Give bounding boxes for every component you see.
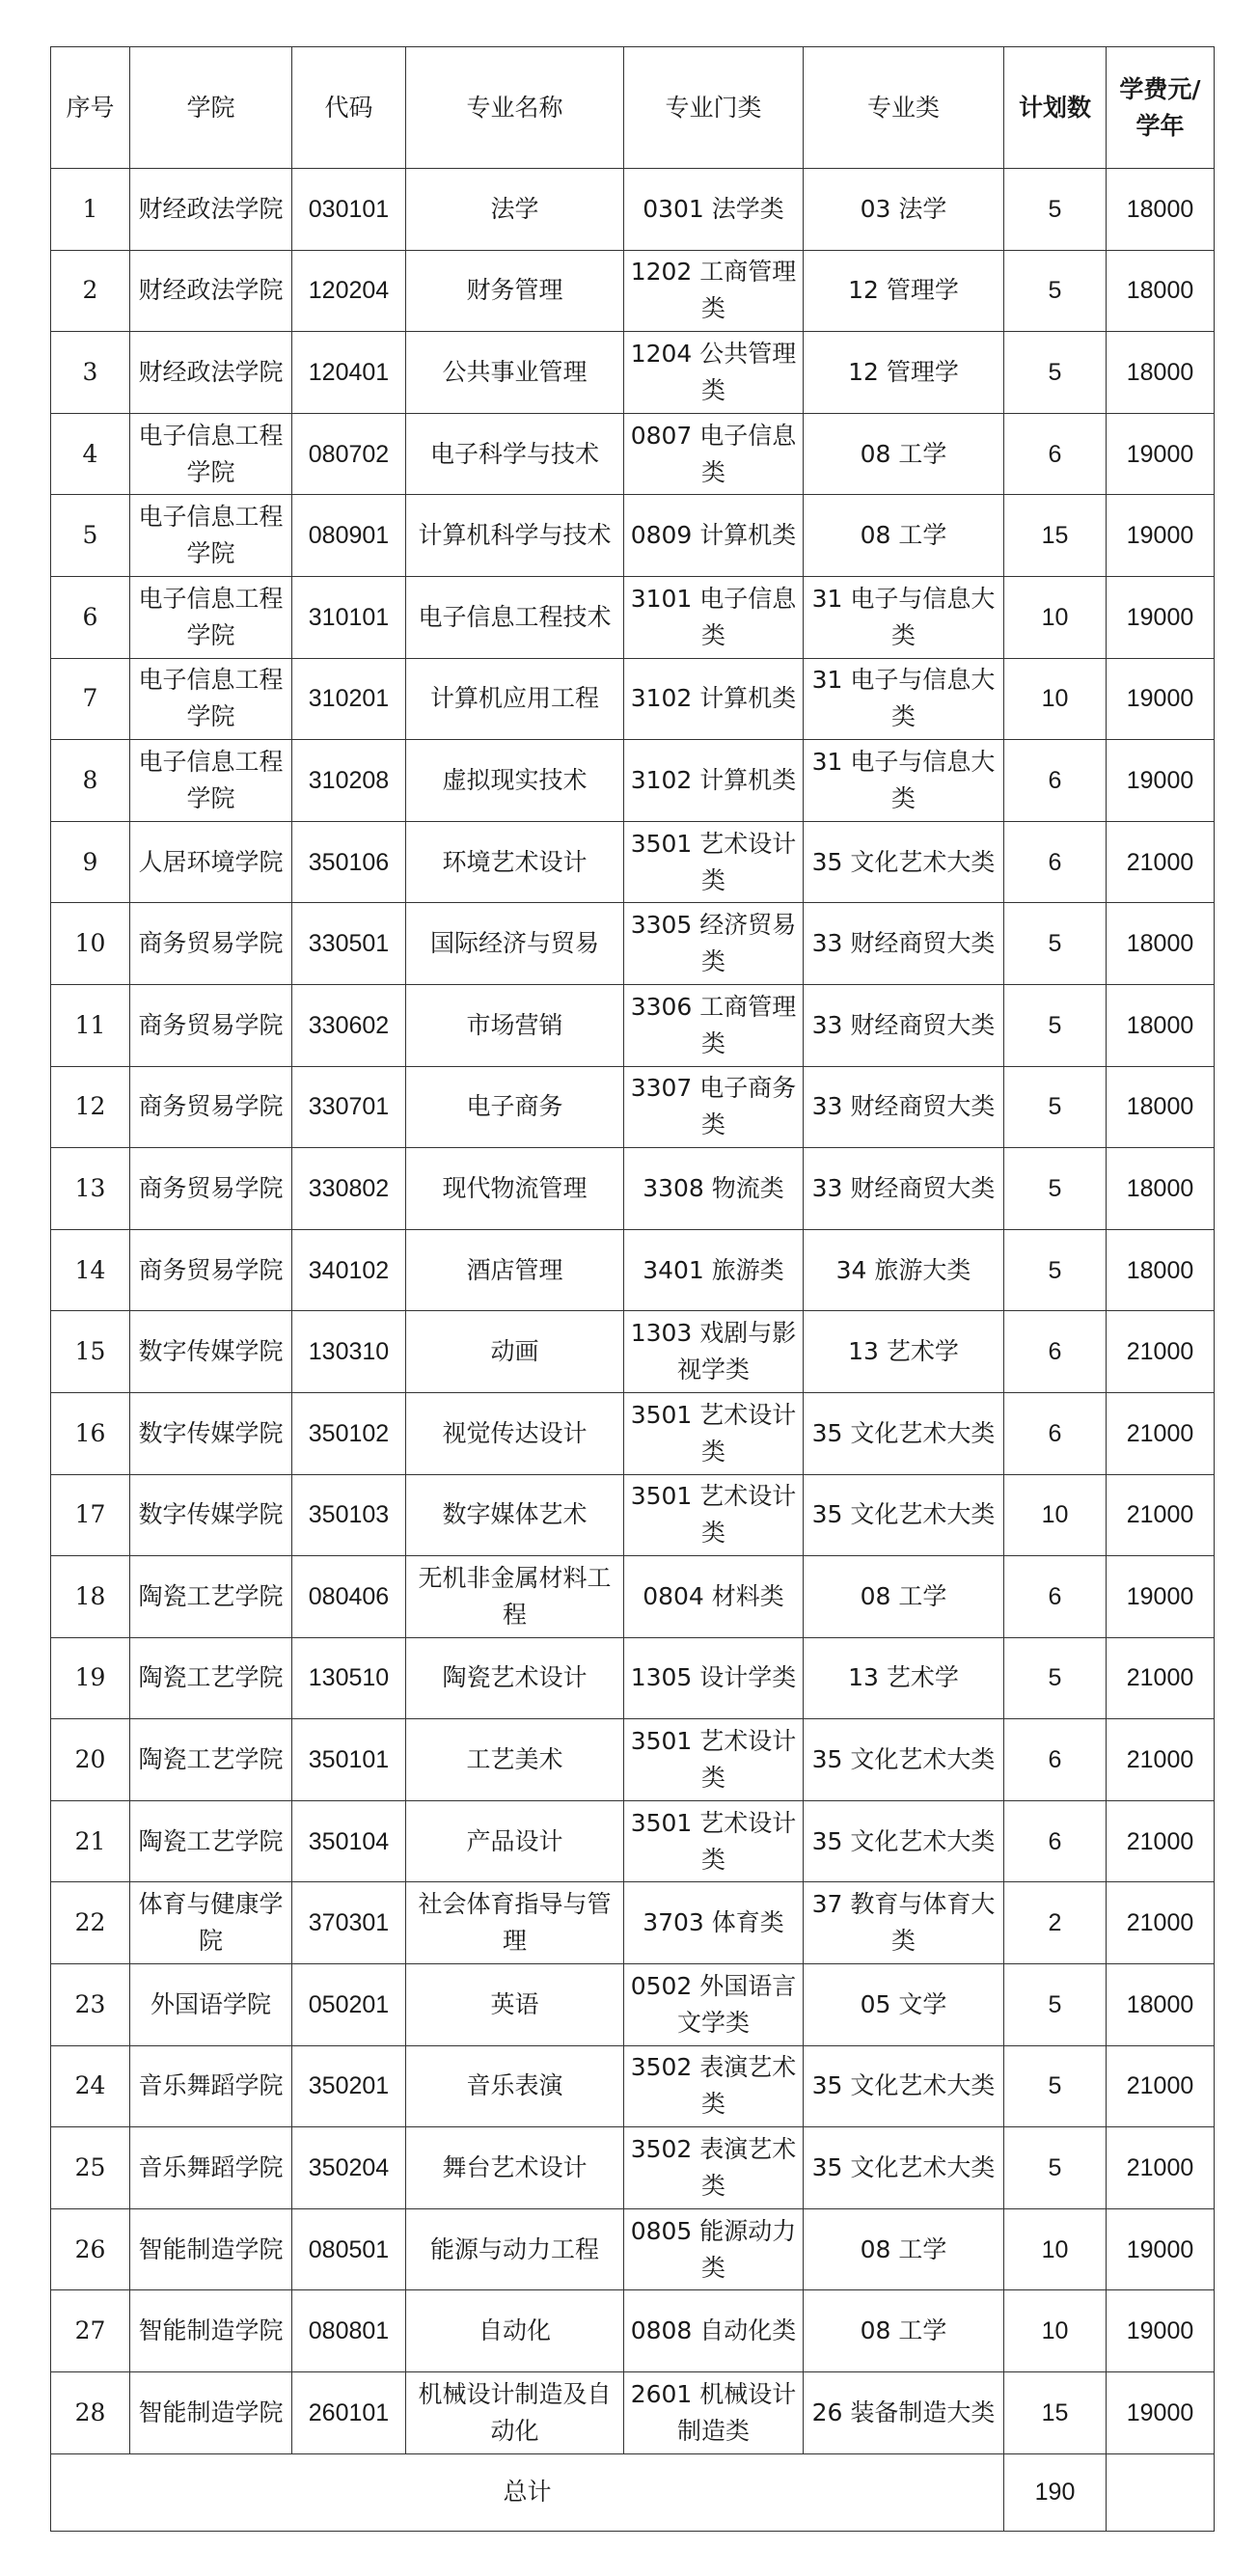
cell-plan: 10 (1004, 2290, 1107, 2372)
cell-college: 智能制造学院 (130, 2290, 292, 2372)
cell-fee: 19000 (1107, 2208, 1215, 2290)
cell-category: 3308 物流类 (624, 1148, 804, 1230)
header-category: 专业门类 (624, 47, 804, 169)
table-row (51, 1474, 1215, 1556)
cell-major: 酒店管理 (406, 1229, 624, 1311)
cell-category: 3502 表演艺术类 (624, 2127, 804, 2209)
cell-major: 虚拟现实技术 (406, 740, 624, 822)
cell-category: 3501 艺术设计类 (624, 1474, 804, 1556)
cell-college: 数字传媒学院 (130, 1392, 292, 1474)
cell-class: 08 工学 (804, 1556, 1004, 1638)
header-college: 学院 (130, 47, 292, 169)
cell-fee: 19000 (1107, 2290, 1215, 2372)
cell-category: 0804 材料类 (624, 1556, 804, 1638)
cell-category: 3501 艺术设计类 (624, 1719, 804, 1801)
cell-major: 自动化 (406, 2290, 624, 2372)
cell-major: 法学 (406, 169, 624, 251)
cell-code: 330501 (292, 903, 406, 985)
cell-fee: 18000 (1107, 250, 1215, 332)
cell-major: 舞台艺术设计 (406, 2127, 624, 2209)
cell-class: 31 电子与信息大类 (804, 576, 1004, 658)
cell-major: 工艺美术 (406, 1719, 624, 1801)
cell-fee: 19000 (1107, 495, 1215, 577)
cell-category: 3306 工商管理类 (624, 984, 804, 1066)
cell-class: 35 文化艺术大类 (804, 1719, 1004, 1801)
table-row (51, 740, 1215, 822)
cell-college: 商务贸易学院 (130, 984, 292, 1066)
cell-class: 12 管理学 (804, 250, 1004, 332)
cell-college: 人居环境学院 (130, 821, 292, 903)
cell-plan: 15 (1004, 495, 1107, 577)
total-row (51, 2453, 1215, 2531)
cell-plan: 5 (1004, 1229, 1107, 1311)
cell-no: 25 (51, 2127, 130, 2209)
cell-code: 120204 (292, 250, 406, 332)
cell-category: 3305 经济贸易类 (624, 903, 804, 985)
cell-college: 电子信息工程学院 (130, 576, 292, 658)
table-body (51, 169, 1215, 2532)
cell-plan: 5 (1004, 1148, 1107, 1230)
cell-class: 08 工学 (804, 413, 1004, 495)
cell-class: 31 电子与信息大类 (804, 740, 1004, 822)
cell-fee: 19000 (1107, 2372, 1215, 2454)
cell-plan: 10 (1004, 576, 1107, 658)
cell-college: 电子信息工程学院 (130, 413, 292, 495)
cell-major: 音乐表演 (406, 2045, 624, 2127)
total-plan: 190 (1004, 2453, 1107, 2531)
cell-plan: 6 (1004, 1800, 1107, 1882)
header-fee: 学费元/学年 (1107, 47, 1215, 169)
cell-fee: 21000 (1107, 1719, 1215, 1801)
cell-fee: 21000 (1107, 1392, 1215, 1474)
cell-no: 6 (51, 576, 130, 658)
cell-no: 23 (51, 1964, 130, 2046)
cell-fee: 21000 (1107, 821, 1215, 903)
cell-no: 21 (51, 1800, 130, 1882)
cell-college: 陶瓷工艺学院 (130, 1556, 292, 1638)
cell-code: 340102 (292, 1229, 406, 1311)
table-row (51, 1556, 1215, 1638)
cell-college: 智能制造学院 (130, 2372, 292, 2454)
table-row (51, 2372, 1215, 2454)
cell-category: 1305 设计学类 (624, 1637, 804, 1719)
cell-fee: 19000 (1107, 658, 1215, 740)
table-row (51, 1637, 1215, 1719)
cell-no: 19 (51, 1637, 130, 1719)
cell-code: 350104 (292, 1800, 406, 1882)
cell-code: 130510 (292, 1637, 406, 1719)
cell-no: 17 (51, 1474, 130, 1556)
cell-category: 3501 艺术设计类 (624, 821, 804, 903)
cell-plan: 15 (1004, 2372, 1107, 2454)
cell-plan: 6 (1004, 1719, 1107, 1801)
cell-fee: 18000 (1107, 903, 1215, 985)
cell-no: 26 (51, 2208, 130, 2290)
cell-class: 33 财经商贸大类 (804, 903, 1004, 985)
cell-code: 330701 (292, 1066, 406, 1148)
cell-major: 英语 (406, 1964, 624, 2046)
cell-plan: 5 (1004, 903, 1107, 985)
cell-major: 现代物流管理 (406, 1148, 624, 1230)
cell-category: 3101 电子信息类 (624, 576, 804, 658)
cell-category: 1202 工商管理类 (624, 250, 804, 332)
cell-category: 3102 计算机类 (624, 740, 804, 822)
cell-category: 1204 公共管理类 (624, 332, 804, 414)
cell-class: 35 文化艺术大类 (804, 821, 1004, 903)
cell-fee: 19000 (1107, 740, 1215, 822)
header-no: 序号 (51, 47, 130, 169)
table-row (51, 495, 1215, 577)
cell-category: 3502 表演艺术类 (624, 2045, 804, 2127)
cell-fee: 21000 (1107, 1637, 1215, 1719)
table-row (51, 821, 1215, 903)
cell-fee: 18000 (1107, 984, 1215, 1066)
table-row (51, 250, 1215, 332)
cell-code: 350102 (292, 1392, 406, 1474)
table-row (51, 1882, 1215, 1964)
cell-major: 社会体育指导与管理 (406, 1882, 624, 1964)
cell-code: 080501 (292, 2208, 406, 2290)
cell-plan: 2 (1004, 1882, 1107, 1964)
cell-fee: 18000 (1107, 1964, 1215, 2046)
cell-no: 8 (51, 740, 130, 822)
cell-plan: 6 (1004, 821, 1107, 903)
cell-code: 370301 (292, 1882, 406, 1964)
cell-fee: 18000 (1107, 332, 1215, 414)
cell-major: 动画 (406, 1311, 624, 1393)
table-row (51, 1311, 1215, 1393)
cell-major: 国际经济与贸易 (406, 903, 624, 985)
cell-college: 陶瓷工艺学院 (130, 1719, 292, 1801)
cell-college: 电子信息工程学院 (130, 495, 292, 577)
table-row (51, 2045, 1215, 2127)
cell-major: 环境艺术设计 (406, 821, 624, 903)
cell-no: 2 (51, 250, 130, 332)
cell-class: 03 法学 (804, 169, 1004, 251)
cell-category: 3501 艺术设计类 (624, 1392, 804, 1474)
cell-fee: 18000 (1107, 1066, 1215, 1148)
cell-college: 外国语学院 (130, 1964, 292, 2046)
cell-fee: 21000 (1107, 1311, 1215, 1393)
cell-code: 030101 (292, 169, 406, 251)
cell-plan: 5 (1004, 2127, 1107, 2209)
table-header-row (51, 47, 1215, 169)
enrollment-plan-table (50, 46, 1215, 2532)
cell-no: 12 (51, 1066, 130, 1148)
cell-plan: 5 (1004, 250, 1107, 332)
cell-category: 3307 电子商务类 (624, 1066, 804, 1148)
cell-no: 27 (51, 2290, 130, 2372)
cell-category: 3401 旅游类 (624, 1229, 804, 1311)
cell-fee: 21000 (1107, 1800, 1215, 1882)
cell-fee: 21000 (1107, 2127, 1215, 2209)
cell-code: 080901 (292, 495, 406, 577)
cell-no: 16 (51, 1392, 130, 1474)
cell-fee: 21000 (1107, 1882, 1215, 1964)
cell-category: 2601 机械设计制造类 (624, 2372, 804, 2454)
cell-code: 330602 (292, 984, 406, 1066)
cell-major: 财务管理 (406, 250, 624, 332)
cell-class: 35 文化艺术大类 (804, 1800, 1004, 1882)
cell-no: 28 (51, 2372, 130, 2454)
header-class: 专业类 (804, 47, 1004, 169)
cell-code: 310101 (292, 576, 406, 658)
table-row (51, 658, 1215, 740)
cell-no: 24 (51, 2045, 130, 2127)
cell-category: 3102 计算机类 (624, 658, 804, 740)
cell-major: 电子信息工程技术 (406, 576, 624, 658)
table-row (51, 1719, 1215, 1801)
cell-code: 120401 (292, 332, 406, 414)
cell-plan: 5 (1004, 1964, 1107, 2046)
cell-category: 3501 艺术设计类 (624, 1800, 804, 1882)
cell-college: 体育与健康学院 (130, 1882, 292, 1964)
cell-fee: 21000 (1107, 1474, 1215, 1556)
cell-class: 26 装备制造大类 (804, 2372, 1004, 2454)
cell-plan: 6 (1004, 413, 1107, 495)
cell-category: 0805 能源动力类 (624, 2208, 804, 2290)
cell-category: 1303 戏剧与影视学类 (624, 1311, 804, 1393)
cell-class: 08 工学 (804, 2290, 1004, 2372)
table-row (51, 1964, 1215, 2046)
cell-category: 0808 自动化类 (624, 2290, 804, 2372)
cell-major: 视觉传达设计 (406, 1392, 624, 1474)
cell-class: 05 文学 (804, 1964, 1004, 2046)
cell-code: 130310 (292, 1311, 406, 1393)
cell-plan: 10 (1004, 2208, 1107, 2290)
cell-college: 音乐舞蹈学院 (130, 2045, 292, 2127)
table-row (51, 1800, 1215, 1882)
header-major: 专业名称 (406, 47, 624, 169)
cell-fee: 18000 (1107, 1148, 1215, 1230)
cell-class: 34 旅游大类 (804, 1229, 1004, 1311)
cell-fee: 18000 (1107, 169, 1215, 251)
cell-college: 商务贸易学院 (130, 1148, 292, 1230)
cell-plan: 6 (1004, 1311, 1107, 1393)
cell-major: 电子商务 (406, 1066, 624, 1148)
cell-no: 4 (51, 413, 130, 495)
cell-plan: 10 (1004, 658, 1107, 740)
cell-code: 350103 (292, 1474, 406, 1556)
cell-code: 080801 (292, 2290, 406, 2372)
cell-plan: 6 (1004, 1392, 1107, 1474)
cell-college: 商务贸易学院 (130, 903, 292, 985)
cell-plan: 10 (1004, 1474, 1107, 1556)
cell-no: 13 (51, 1148, 130, 1230)
cell-major: 产品设计 (406, 1800, 624, 1882)
table-row (51, 169, 1215, 251)
table-row (51, 576, 1215, 658)
cell-class: 31 电子与信息大类 (804, 658, 1004, 740)
cell-code: 080702 (292, 413, 406, 495)
cell-class: 33 财经商贸大类 (804, 1148, 1004, 1230)
header-plan: 计划数 (1004, 47, 1107, 169)
cell-plan: 5 (1004, 1066, 1107, 1148)
cell-no: 5 (51, 495, 130, 577)
table-row (51, 903, 1215, 985)
cell-code: 260101 (292, 2372, 406, 2454)
cell-no: 15 (51, 1311, 130, 1393)
cell-class: 35 文化艺术大类 (804, 1392, 1004, 1474)
cell-code: 310208 (292, 740, 406, 822)
cell-no: 1 (51, 169, 130, 251)
cell-no: 10 (51, 903, 130, 985)
table-row (51, 1148, 1215, 1230)
cell-fee: 19000 (1107, 576, 1215, 658)
cell-category: 0807 电子信息类 (624, 413, 804, 495)
cell-category: 3703 体育类 (624, 1882, 804, 1964)
cell-college: 音乐舞蹈学院 (130, 2127, 292, 2209)
table-row (51, 1066, 1215, 1148)
cell-code: 330802 (292, 1148, 406, 1230)
cell-college: 财经政法学院 (130, 169, 292, 251)
cell-college: 数字传媒学院 (130, 1311, 292, 1393)
cell-class: 35 文化艺术大类 (804, 2127, 1004, 2209)
cell-no: 9 (51, 821, 130, 903)
cell-code: 350204 (292, 2127, 406, 2209)
cell-fee: 21000 (1107, 2045, 1215, 2127)
cell-code: 310201 (292, 658, 406, 740)
cell-class: 08 工学 (804, 2208, 1004, 2290)
cell-no: 22 (51, 1882, 130, 1964)
cell-category: 0809 计算机类 (624, 495, 804, 577)
cell-plan: 5 (1004, 169, 1107, 251)
cell-class: 13 艺术学 (804, 1311, 1004, 1393)
total-fee (1107, 2453, 1215, 2531)
cell-fee: 19000 (1107, 1556, 1215, 1638)
table-row (51, 1229, 1215, 1311)
cell-class: 08 工学 (804, 495, 1004, 577)
cell-fee: 18000 (1107, 1229, 1215, 1311)
cell-class: 35 文化艺术大类 (804, 2045, 1004, 2127)
cell-code: 350106 (292, 821, 406, 903)
header-code: 代码 (292, 47, 406, 169)
cell-major: 机械设计制造及自动化 (406, 2372, 624, 2454)
cell-college: 财经政法学院 (130, 250, 292, 332)
cell-major: 能源与动力工程 (406, 2208, 624, 2290)
cell-plan: 5 (1004, 984, 1107, 1066)
cell-no: 14 (51, 1229, 130, 1311)
table-row (51, 2127, 1215, 2209)
table-row (51, 332, 1215, 414)
cell-plan: 6 (1004, 1556, 1107, 1638)
table-row (51, 2290, 1215, 2372)
cell-no: 11 (51, 984, 130, 1066)
table-row (51, 2208, 1215, 2290)
cell-college: 财经政法学院 (130, 332, 292, 414)
cell-college: 陶瓷工艺学院 (130, 1800, 292, 1882)
table-row (51, 413, 1215, 495)
cell-plan: 5 (1004, 332, 1107, 414)
cell-no: 18 (51, 1556, 130, 1638)
cell-major: 市场营销 (406, 984, 624, 1066)
cell-class: 12 管理学 (804, 332, 1004, 414)
cell-code: 080406 (292, 1556, 406, 1638)
cell-class: 33 财经商贸大类 (804, 1066, 1004, 1148)
cell-code: 350101 (292, 1719, 406, 1801)
cell-college: 电子信息工程学院 (130, 740, 292, 822)
cell-college: 陶瓷工艺学院 (130, 1637, 292, 1719)
cell-code: 050201 (292, 1964, 406, 2046)
cell-major: 无机非金属材料工程 (406, 1556, 624, 1638)
cell-college: 商务贸易学院 (130, 1229, 292, 1311)
total-label: 总计 (51, 2453, 1004, 2531)
cell-class: 35 文化艺术大类 (804, 1474, 1004, 1556)
cell-code: 350201 (292, 2045, 406, 2127)
cell-fee: 19000 (1107, 413, 1215, 495)
cell-major: 公共事业管理 (406, 332, 624, 414)
cell-plan: 5 (1004, 1637, 1107, 1719)
cell-major: 电子科学与技术 (406, 413, 624, 495)
cell-major: 陶瓷艺术设计 (406, 1637, 624, 1719)
cell-college: 数字传媒学院 (130, 1474, 292, 1556)
cell-no: 20 (51, 1719, 130, 1801)
cell-no: 3 (51, 332, 130, 414)
cell-class: 37 教育与体育大类 (804, 1882, 1004, 1964)
cell-class: 33 财经商贸大类 (804, 984, 1004, 1066)
cell-major: 数字媒体艺术 (406, 1474, 624, 1556)
table-row (51, 984, 1215, 1066)
cell-college: 智能制造学院 (130, 2208, 292, 2290)
cell-college: 电子信息工程学院 (130, 658, 292, 740)
cell-category: 0502 外国语言文学类 (624, 1964, 804, 2046)
cell-major: 计算机科学与技术 (406, 495, 624, 577)
cell-plan: 5 (1004, 2045, 1107, 2127)
table-row (51, 1392, 1215, 1474)
cell-college: 商务贸易学院 (130, 1066, 292, 1148)
cell-major: 计算机应用工程 (406, 658, 624, 740)
cell-category: 0301 法学类 (624, 169, 804, 251)
cell-class: 13 艺术学 (804, 1637, 1004, 1719)
cell-no: 7 (51, 658, 130, 740)
cell-plan: 6 (1004, 740, 1107, 822)
